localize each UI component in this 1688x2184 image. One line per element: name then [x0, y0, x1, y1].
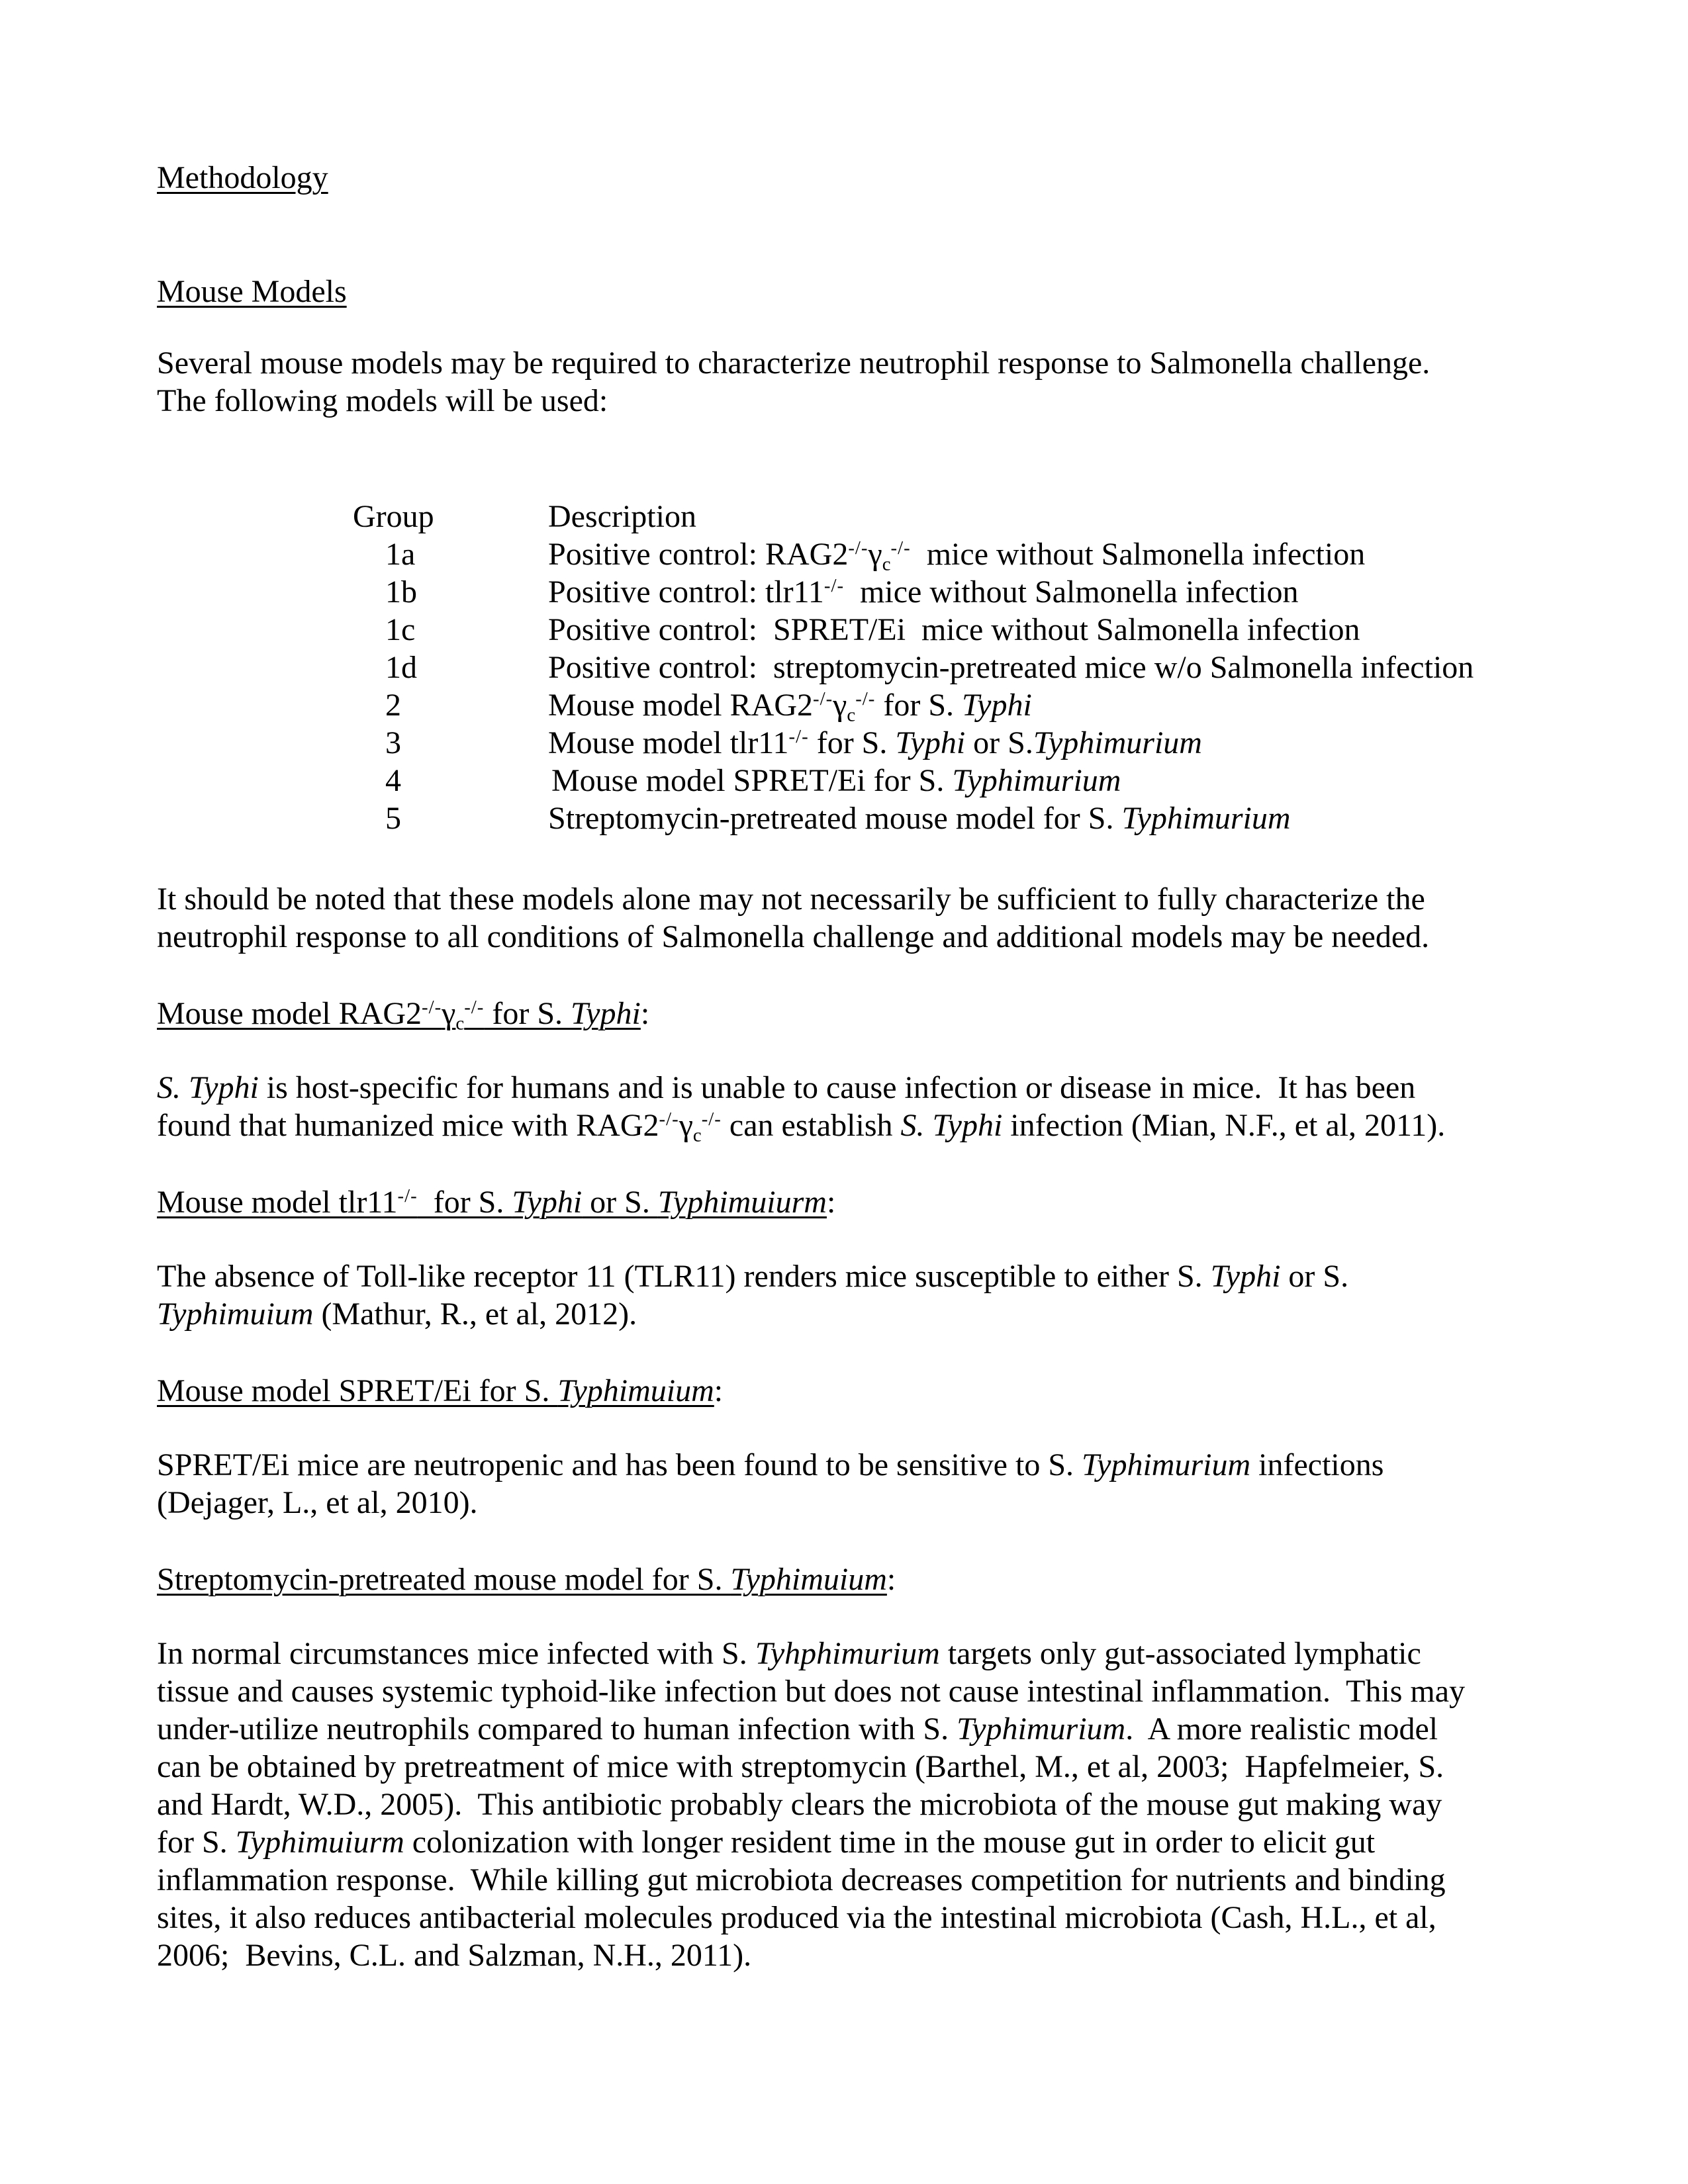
- note-paragraph: [157, 880, 1534, 956]
- description-cell: Positive control: SPRET/Ei mice without Salmonella infection: [548, 612, 1360, 647]
- paragraph-line: 2006; Bevins, C.L. and Salzman, N.H., 2011).: [157, 1938, 752, 1973]
- section-body-tlr11: [157, 1257, 1534, 1333]
- description-cell: Mouse model SPRET/Ei for S. Typhimurium: [551, 763, 1121, 798]
- description-cell: Positive control: $RAG2^{-/-}\gamma_c^{-/-}$ mice without Salmonella infection: [548, 537, 1366, 575]
- paragraph-line: (Dejager, L., et al, 2010).: [157, 1485, 478, 1520]
- column-header-group: Group: [353, 499, 434, 534]
- description-cell: Mouse model tlr11-/- for S. Typhi or S.Typhimurium: [548, 725, 1202, 760]
- description-cell: Streptomycin-pretreated mouse model for S. Typhimurium: [548, 801, 1291, 836]
- paragraph-line: tissue and causes systemic typhoid-like infection but does not cause intestinal inflammation. This may: [157, 1674, 1466, 1709]
- paragraph-line: In normal circumstances mice infected with S. Tyhphimurium targets only gut-associated lymphatic: [157, 1636, 1421, 1671]
- section-heading-mouse-models: [157, 273, 347, 310]
- paragraph-line: The following models will be used:: [157, 383, 608, 418]
- section-heading-spret: Mouse model SPRET/Ei for S. Typhimuium:: [157, 1373, 724, 1408]
- section-body-spret: [157, 1446, 1534, 1522]
- section-body-rag2: [157, 1069, 1534, 1144]
- group-cell: 3: [385, 725, 401, 760]
- section-heading-rag2: Mouse model $RAG2^{-/-}\gamma_c^{-/-}$ for S. Typhi:: [157, 996, 650, 1034]
- paragraph-line: neutrophil response to all conditions of Salmonella challenge and additional models may be needed.: [157, 919, 1430, 954]
- title-text: Methodology: [157, 160, 328, 195]
- paragraph-line: and Hardt, W.D., 2005). This antibiotic probably clears the microbiota of the mouse gut making way: [157, 1787, 1442, 1822]
- section-heading-tlr11: Mouse model tlr11-/- for S. Typhi or S. Typhimuiurm:: [157, 1185, 836, 1220]
- column-header-description: Description: [548, 499, 696, 534]
- paragraph-line: for S. Typhimuiurm colonization with longer resident time in the mouse gut in order to elicit gut: [157, 1825, 1376, 1860]
- description-cell: Mouse model $RAG2^{-/-}\gamma_c^{-/-}$ for S. Typhi: [548, 688, 1032, 726]
- group-cell: 1c: [385, 612, 416, 647]
- group-cell: 5: [385, 801, 401, 836]
- paragraph-line: Several mouse models may be required to characterize neutrophil response to Salmonella challenge.: [157, 345, 1430, 381]
- description-cell: Positive control: tlr11-/- mice without Salmonella infection: [548, 574, 1299, 610]
- intro-paragraph: [157, 344, 1534, 420]
- section-heading-streptomycin: Streptomycin-pretreated mouse model for S. Typhimuium:: [157, 1562, 896, 1597]
- paragraph-line: can be obtained by pretreatment of mice with streptomycin (Barthel, M., et al, 2003; Hapfelmeier, S.: [157, 1749, 1444, 1784]
- group-cell: 4: [385, 763, 401, 798]
- group-cell: 1b: [385, 574, 417, 610]
- paragraph-line: The absence of Toll-like receptor 11 (TLR11) renders mice susceptible to either S. Typhi or S.: [157, 1259, 1349, 1294]
- paragraph-line: SPRET/Ei mice are neutropenic and has been found to be sensitive to S. Typhimurium infections: [157, 1447, 1384, 1482]
- paragraph-line: Typhimuium (Mathur, R., et al, 2012).: [157, 1297, 637, 1332]
- paragraph-line: S. Typhi is host-specific for humans and is unable to cause infection or disease in mice. It has been: [157, 1070, 1416, 1105]
- heading-text: Mouse Models: [157, 274, 347, 309]
- section-body-streptomycin: [157, 1635, 1534, 1974]
- description-cell: Positive control: streptomycin-pretreated mice w/o Salmonella infection: [548, 650, 1474, 685]
- paragraph-line: inflammation response. While killing gut microbiota decreases competition for nutrients and binding: [157, 1862, 1446, 1897]
- group-cell: 1a: [385, 537, 416, 572]
- paragraph-line: sites, it also reduces antibacterial molecules produced via the intestinal microbiota (Cash, H.L., et al,: [157, 1900, 1436, 1935]
- group-cell: 1d: [385, 650, 417, 685]
- group-cell: 2: [385, 688, 401, 723]
- paragraph-line: It should be noted that these models alone may not necessarily be sufficient to fully characterize the: [157, 882, 1425, 917]
- page-title: [157, 159, 1534, 197]
- paragraph-line: under-utilize neutrophils compared to human infection with S. Typhimurium. A more realistic model: [157, 1711, 1438, 1747]
- paragraph-line: found that humanized mice with $RAG2^{-/-}\gamma_c^{-/-}$ can establish S. Typhi infection (Mian, N.F., et al, 2011).: [157, 1108, 1446, 1146]
